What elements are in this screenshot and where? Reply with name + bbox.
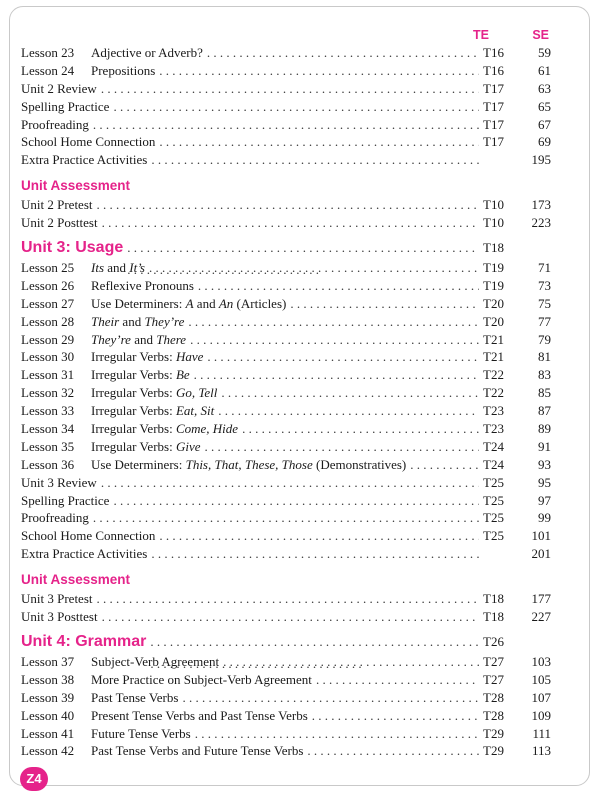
se-page: 111 bbox=[532, 725, 551, 741]
entry-title bbox=[91, 331, 186, 349]
se-page: 223 bbox=[531, 215, 551, 231]
entry-title: Present Tense Verbs and Past Tense Verbs bbox=[91, 707, 308, 723]
se-page: 75 bbox=[538, 295, 551, 311]
lesson-number: Lesson 26 bbox=[21, 277, 75, 293]
te-page: T22 bbox=[483, 385, 504, 401]
entry-title bbox=[91, 348, 203, 366]
te-page: T17 bbox=[483, 80, 504, 96]
leader-dots bbox=[113, 492, 479, 510]
leader-dots bbox=[242, 420, 479, 438]
toc-entry[interactable] bbox=[21, 725, 551, 743]
te-page: T23 bbox=[483, 421, 504, 437]
te-page: T28 bbox=[483, 707, 504, 723]
se-page: 81 bbox=[538, 349, 551, 365]
lesson-number: Lesson 23 bbox=[21, 45, 75, 60]
entry-title: Unit 3 Review bbox=[21, 474, 97, 490]
toc-entry[interactable] bbox=[21, 133, 551, 151]
se-page: 109 bbox=[531, 707, 551, 723]
leader-dots bbox=[316, 671, 479, 689]
te-page: T10 bbox=[483, 197, 504, 213]
title-italic-part: Come, Hide bbox=[175, 421, 239, 437]
te-page: T19 bbox=[483, 260, 504, 276]
te-page: T19 bbox=[483, 277, 504, 293]
entry-title: Subject-Verb Agreement bbox=[91, 653, 220, 669]
te-page: T27 bbox=[483, 653, 504, 669]
leader-dots bbox=[182, 689, 479, 707]
entry-title: Spelling Practice bbox=[21, 492, 110, 508]
toc-entry[interactable] bbox=[21, 545, 551, 563]
unit4-lessons bbox=[21, 653, 551, 760]
unit3-extras bbox=[21, 474, 551, 563]
title-part: Use Determiners: bbox=[91, 456, 186, 472]
entry-title bbox=[91, 384, 217, 402]
te-page: T23 bbox=[483, 403, 504, 419]
se-page: 101 bbox=[531, 528, 551, 544]
toc-entry[interactable] bbox=[21, 62, 551, 80]
entry-title: School Home Connection bbox=[21, 528, 156, 544]
se-page: 63 bbox=[538, 80, 551, 96]
toc-entry[interactable] bbox=[21, 456, 551, 474]
title-italic-part: They’re bbox=[144, 313, 185, 329]
title-part: Irregular Verbs: bbox=[91, 349, 176, 365]
title-part: (Demonstratives) bbox=[312, 456, 407, 472]
se-page: 71 bbox=[538, 260, 551, 276]
se-page: 97 bbox=[538, 492, 551, 508]
se-page: 59 bbox=[538, 45, 551, 60]
leader-dots bbox=[97, 196, 480, 214]
title-italic-part: This, That, These, Those bbox=[185, 456, 313, 472]
te-page: T18 bbox=[483, 609, 504, 625]
toc-entry[interactable] bbox=[21, 590, 551, 608]
se-page: 83 bbox=[538, 367, 551, 383]
toc-entry[interactable] bbox=[21, 402, 551, 420]
se-page: 91 bbox=[538, 438, 551, 454]
toc-entry[interactable] bbox=[21, 474, 551, 492]
leader-dots bbox=[223, 653, 479, 671]
leader-dots bbox=[195, 725, 479, 743]
toc-entry[interactable] bbox=[21, 259, 551, 277]
leader-dots bbox=[102, 608, 479, 626]
entry-title: Past Tense Verbs and Future Tense Verbs bbox=[91, 743, 304, 759]
lesson-number: Lesson 31 bbox=[21, 367, 75, 383]
se-page: 107 bbox=[531, 689, 551, 705]
entry-title: Proofreading bbox=[21, 116, 89, 132]
entry-title bbox=[91, 402, 214, 420]
unit-assessment-heading: Unit Assessment bbox=[21, 178, 131, 194]
entry-title: Unit 2 Posttest bbox=[21, 215, 98, 231]
entry-title bbox=[91, 277, 194, 295]
se-page: 227 bbox=[531, 609, 551, 625]
leader-dots bbox=[207, 348, 479, 366]
title-part: Irregular Verbs: bbox=[91, 367, 176, 383]
entry-title: Proofreading bbox=[21, 510, 89, 526]
title-part: and bbox=[193, 295, 219, 311]
leader-dots bbox=[198, 277, 479, 295]
unit3-lessons bbox=[21, 259, 551, 474]
leader-dots bbox=[151, 151, 479, 169]
toc-entry[interactable] bbox=[21, 492, 551, 510]
lesson-number: Lesson 24 bbox=[21, 62, 75, 78]
title-italic-part: It’s bbox=[129, 260, 145, 276]
leader-dots bbox=[159, 527, 479, 545]
entry-title: Spelling Practice bbox=[21, 98, 110, 114]
entry-title: Extra Practice Activities bbox=[21, 546, 148, 562]
title-italic-part: They’re bbox=[91, 331, 131, 347]
toc-entry[interactable] bbox=[21, 438, 551, 456]
se-page: 67 bbox=[538, 116, 551, 132]
leader-dots bbox=[113, 98, 479, 116]
entry-title bbox=[91, 295, 286, 313]
te-page: T25 bbox=[483, 474, 504, 490]
title-italic-part: Give bbox=[175, 438, 201, 454]
se-page: 89 bbox=[538, 421, 551, 437]
leader-dots bbox=[194, 366, 479, 384]
lesson-number: Lesson 30 bbox=[21, 349, 75, 365]
te-page: T16 bbox=[483, 62, 504, 78]
entry-title: More Practice on Subject-Verb Agreement bbox=[91, 671, 312, 687]
leader-dots bbox=[307, 742, 479, 760]
title-italic-part: Go, Tell bbox=[175, 385, 218, 401]
lesson-number: Lesson 35 bbox=[21, 438, 75, 454]
title-part: (Articles) bbox=[233, 295, 287, 311]
toc-entry[interactable] bbox=[21, 98, 551, 116]
toc-entry[interactable] bbox=[21, 348, 551, 366]
toc-entry[interactable] bbox=[21, 671, 551, 689]
te-page: T29 bbox=[483, 725, 504, 741]
title-part: and bbox=[119, 313, 145, 329]
entry-title: Prepositions bbox=[91, 62, 156, 78]
leader-dots bbox=[151, 545, 479, 563]
lesson-number: Lesson 42 bbox=[21, 743, 75, 759]
lesson-number: Lesson 25 bbox=[21, 260, 75, 276]
leader-dots bbox=[190, 331, 479, 349]
leader-dots bbox=[312, 707, 479, 725]
te-page: T18 bbox=[483, 591, 504, 607]
se-page: 69 bbox=[538, 134, 551, 150]
se-page: 201 bbox=[531, 546, 551, 562]
title-italic-part: Have bbox=[175, 349, 204, 365]
lesson-number: Lesson 32 bbox=[21, 385, 75, 401]
entry-title: Extra Practice Activities bbox=[21, 152, 148, 168]
te-page: T17 bbox=[483, 116, 504, 132]
te-page: T10 bbox=[483, 215, 504, 231]
te-page: T22 bbox=[483, 367, 504, 383]
te-page: T25 bbox=[483, 528, 504, 544]
te-column-header: TE bbox=[473, 28, 489, 42]
lesson-number: Lesson 40 bbox=[21, 707, 75, 723]
title-part: and bbox=[104, 260, 130, 276]
leader-dots bbox=[93, 116, 479, 134]
lesson-number: Lesson 34 bbox=[21, 421, 75, 437]
se-page: 79 bbox=[538, 331, 551, 347]
toc-entry[interactable] bbox=[21, 196, 551, 214]
unit4-title: Unit 4: Grammar bbox=[21, 632, 147, 650]
entry-title: Unit 2 Pretest bbox=[21, 197, 93, 213]
te-page: T16 bbox=[483, 45, 504, 60]
se-page: 113 bbox=[531, 743, 551, 759]
se-page: 95 bbox=[538, 474, 551, 490]
toc-entry[interactable] bbox=[21, 384, 551, 402]
toc-entry[interactable] bbox=[21, 689, 551, 707]
lesson-number: Lesson 29 bbox=[21, 331, 75, 347]
se-page: 93 bbox=[538, 456, 551, 472]
leader-dots bbox=[290, 295, 479, 313]
unit2-extras bbox=[21, 80, 551, 169]
lesson-number: Lesson 38 bbox=[21, 671, 75, 687]
title-italic-part: Its bbox=[91, 260, 104, 276]
se-column-header: SE bbox=[532, 28, 549, 42]
unit3-title: Unit 3: Usage bbox=[21, 239, 124, 257]
lesson-number: Lesson 41 bbox=[21, 725, 75, 741]
se-page: 73 bbox=[538, 277, 551, 293]
te-page: T20 bbox=[483, 313, 504, 329]
te-page: T28 bbox=[483, 689, 504, 705]
toc-entry[interactable] bbox=[21, 116, 551, 134]
toc-entry[interactable] bbox=[21, 608, 551, 626]
te-page: T21 bbox=[483, 349, 504, 365]
title-part: Irregular Verbs: bbox=[91, 421, 176, 437]
unit2-lessons bbox=[21, 44, 551, 80]
leader-dots bbox=[221, 384, 479, 402]
unit4-te-page: T26 bbox=[483, 633, 504, 649]
unit3-heading-row[interactable] bbox=[21, 237, 551, 259]
te-page: T29 bbox=[483, 743, 504, 759]
unit3-assessment-rows bbox=[21, 590, 551, 626]
entry-title bbox=[91, 259, 145, 277]
entry-title bbox=[91, 366, 190, 384]
entry-title: Future Tense Verbs bbox=[91, 725, 191, 741]
entry-title: Past Tense Verbs bbox=[91, 689, 179, 705]
toc-entry[interactable] bbox=[21, 742, 551, 760]
toc-entry[interactable] bbox=[21, 653, 551, 671]
leader-dots bbox=[97, 590, 480, 608]
te-page: T21 bbox=[483, 331, 504, 347]
leader-dots bbox=[159, 62, 479, 80]
entry-title: Unit 2 Review bbox=[21, 80, 97, 96]
te-page: T25 bbox=[483, 510, 504, 526]
lesson-number: Lesson 39 bbox=[21, 689, 75, 705]
te-page: T25 bbox=[483, 492, 504, 508]
entry-title: School Home Connection bbox=[21, 134, 156, 150]
leader-dots bbox=[93, 509, 479, 527]
se-page: 87 bbox=[538, 403, 551, 419]
lesson-number: Lesson 27 bbox=[21, 295, 75, 311]
se-page: 195 bbox=[531, 152, 551, 168]
leader-dots bbox=[149, 259, 479, 277]
lesson-number: Lesson 36 bbox=[21, 456, 75, 472]
se-page: 85 bbox=[538, 385, 551, 401]
column-headers bbox=[21, 26, 551, 44]
entry-title: Unit 3 Pretest bbox=[21, 591, 93, 607]
se-page: 77 bbox=[538, 313, 551, 329]
leader-dots bbox=[218, 402, 479, 420]
entry-title: Unit 3 Posttest bbox=[21, 609, 98, 625]
title-italic-part: A bbox=[185, 295, 194, 311]
toc-entry[interactable] bbox=[21, 80, 551, 98]
se-page: 173 bbox=[531, 197, 551, 213]
title-part: Irregular Verbs: bbox=[91, 438, 176, 454]
title-part: Irregular Verbs: bbox=[91, 385, 176, 401]
toc-entry[interactable] bbox=[21, 277, 551, 295]
leader-dots bbox=[205, 438, 480, 456]
leader-dots bbox=[101, 474, 479, 492]
entry-title bbox=[91, 420, 238, 438]
toc-entry[interactable] bbox=[21, 420, 551, 438]
title-italic-part: There bbox=[156, 331, 187, 347]
toc-entry[interactable] bbox=[21, 366, 551, 384]
title-part: and bbox=[130, 331, 157, 347]
leader-dots bbox=[102, 214, 479, 232]
se-page: 177 bbox=[531, 591, 551, 607]
title-part: Irregular Verbs: bbox=[91, 403, 176, 419]
entry-title bbox=[91, 438, 201, 456]
unit4-heading-row[interactable] bbox=[21, 631, 551, 653]
te-page: T24 bbox=[483, 456, 504, 472]
title-italic-part: An bbox=[218, 295, 234, 311]
toc-entry[interactable] bbox=[21, 331, 551, 349]
se-page: 61 bbox=[538, 62, 551, 78]
se-page: 65 bbox=[538, 98, 551, 114]
toc-entry[interactable] bbox=[21, 151, 551, 169]
title-part: Reflexive Pronouns bbox=[91, 277, 194, 293]
entry-title bbox=[91, 313, 184, 331]
leader-dots bbox=[101, 80, 479, 98]
table-of-contents bbox=[21, 26, 551, 760]
se-page: 99 bbox=[538, 510, 551, 526]
toc-entry[interactable] bbox=[21, 214, 551, 232]
te-page: T17 bbox=[483, 134, 504, 150]
leader-dots bbox=[188, 313, 479, 331]
lesson-number: Lesson 37 bbox=[21, 653, 75, 669]
toc-entry[interactable] bbox=[21, 44, 551, 62]
toc-entry[interactable] bbox=[21, 527, 551, 545]
entry-title: Adjective or Adverb? bbox=[91, 45, 203, 60]
title-italic-part: Be bbox=[175, 367, 190, 383]
te-page: T24 bbox=[483, 438, 504, 454]
toc-entry[interactable] bbox=[21, 509, 551, 527]
unit-assessment-heading: Unit Assessment bbox=[21, 572, 131, 588]
te-page: T17 bbox=[483, 98, 504, 114]
leader-dots bbox=[159, 133, 479, 151]
leader-dots bbox=[410, 456, 479, 474]
toc-entry[interactable] bbox=[21, 295, 551, 313]
leader-dots bbox=[207, 44, 479, 62]
lesson-number: Lesson 28 bbox=[21, 313, 75, 329]
toc-entry[interactable] bbox=[21, 707, 551, 725]
lesson-number: Lesson 33 bbox=[21, 403, 75, 419]
title-italic-part: Eat, Sit bbox=[175, 403, 215, 419]
page-number-badge: Z4 bbox=[20, 767, 48, 791]
te-page: T27 bbox=[483, 671, 504, 687]
title-part: Use Determiners: bbox=[91, 295, 186, 311]
unit3-te-page: T18 bbox=[483, 240, 504, 256]
se-page: 103 bbox=[531, 653, 551, 669]
te-page: T20 bbox=[483, 295, 504, 311]
title-italic-part: Their bbox=[91, 313, 120, 329]
entry-title bbox=[91, 456, 406, 474]
toc-entry[interactable] bbox=[21, 313, 551, 331]
unit2-assessment-rows bbox=[21, 196, 551, 232]
se-page: 105 bbox=[531, 671, 551, 687]
